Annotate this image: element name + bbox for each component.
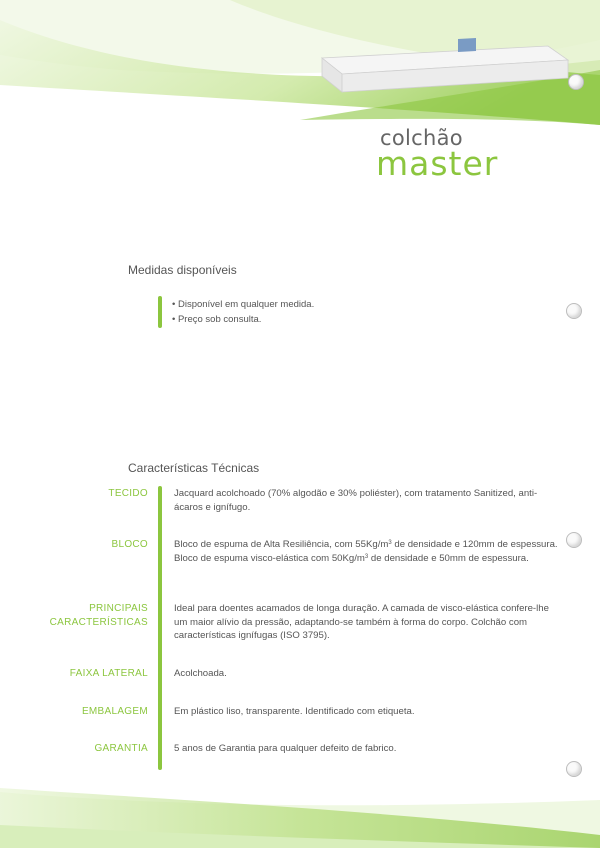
list-item: • Preço sob consulta. <box>172 312 314 327</box>
sizes-list <box>172 297 314 327</box>
spec-label-bloco: BLOCO <box>111 539 148 550</box>
product-title-small: colchão <box>380 126 463 150</box>
product-title-large: master <box>376 144 499 183</box>
sizes-heading: Medidas disponíveis <box>128 263 237 277</box>
spec-label-principais: PRINCIPAIS CARACTERÍSTICAS <box>49 603 148 628</box>
spec-label-embalagem: EMBALAGEM <box>81 706 148 717</box>
spec-value-garantia: 5 anos de Garantia para qualquer defeito de fabrico. <box>174 743 397 754</box>
binder-hole <box>566 303 582 319</box>
spec-value-tecido: Jacquard acolchoado (70% algodão e 30% poliéster), com tratamento Sanitized, anti-ácaros e ignífugo. <box>174 488 538 513</box>
spec-value-principais: Ideal para doentes acamados de longa duração. A camada de visco-elástica confere-lhe um maior alívio da pressão, adaptando-se também à forma do corpo. Colchão com características ignífugas (ISO 3795). <box>174 603 549 641</box>
spec-label-garantia: GARANTIA <box>94 743 148 754</box>
spec-value-bloco <box>174 538 564 565</box>
list-item: • Disponível em qualquer medida. <box>172 297 314 312</box>
spec-value-embalagem: Em plástico liso, transparente. Identificado com etiqueta. <box>174 706 415 717</box>
accent-bar <box>158 486 162 770</box>
specs-heading: Características Técnicas <box>128 461 260 475</box>
binder-hole <box>566 532 582 548</box>
spec-value-bloco-1: Bloco de espuma de Alta Resiliência, com $55Kg/m^3$ de densidade e 120mm de espessura. <box>174 539 558 550</box>
spec-label-tecido: TECIDO <box>108 488 148 499</box>
binder-hole <box>566 761 582 777</box>
accent-bar <box>158 296 162 328</box>
spec-value-faixa-lateral: Acolchoada. <box>174 668 227 679</box>
spec-label-faixa-lateral: FAIXA LATERAL <box>69 668 148 679</box>
spec-value-bloco-2: Bloco de espuma visco-elástica com $50Kg/m^3$ de densidade e 50mm de espessura. <box>174 552 529 564</box>
binder-hole <box>568 74 584 90</box>
